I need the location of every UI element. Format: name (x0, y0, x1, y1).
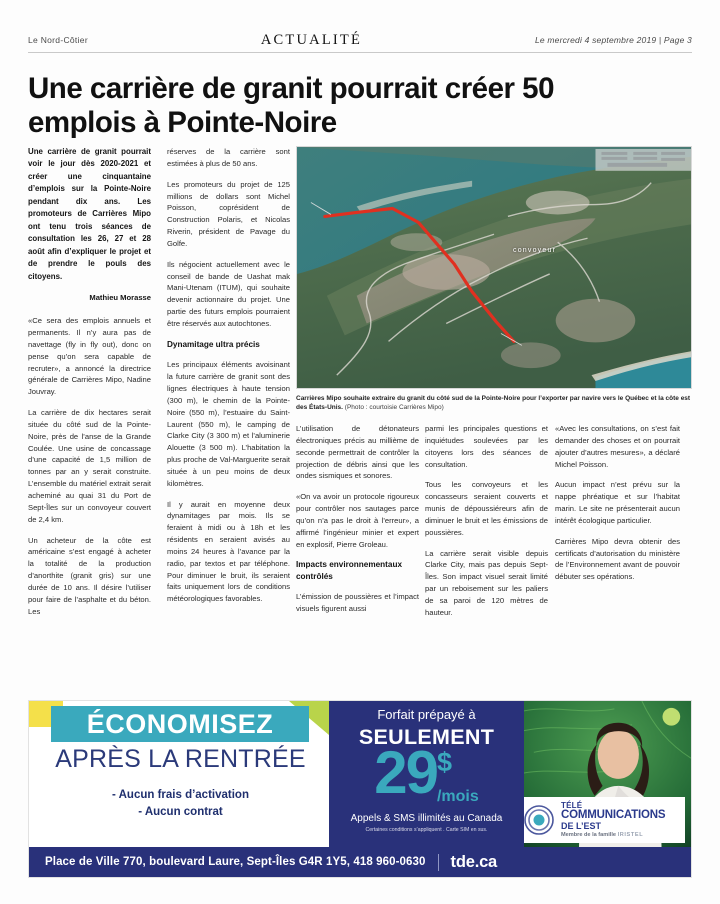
article-body (28, 146, 692, 694)
lead-paragraph: Une carrière de granit pourrait voir le jour dès 2020-2021 et créer une cinquantaine d’emplois sur la Pointe-Noire pendant dix ans. Les promoteurs de Carrières Mipo ont tenu trois séances de consultation les 26, 27 et 28 août afin d’expliquer le projet et de prendre le pouls des citoyens. (28, 147, 151, 281)
section-title: ACTUALITÉ (260, 31, 363, 48)
ad-logo-line-3: DE L’EST (561, 820, 602, 831)
ad-offer-panel (329, 701, 524, 847)
article-column-4 (425, 423, 548, 628)
paragraph: L’émission de poussières et l’impact visuels figurent aussi (296, 592, 419, 614)
ad-forfait-label: Forfait prépayé à (377, 707, 476, 722)
page-title: Une carrière de granit pourrait créer 50 emplois à Pointe-Noire (28, 72, 554, 139)
ad-price-amount: 29 (374, 739, 437, 806)
paragraph: Ils négocient actuellement avec le conseil de bande de Uashat mak Mani-Utenam (ITUM), qui souhaite devenir actionnaire du projet. Une partie des futurs emplois pourraient être réservés aux autochtones. (167, 259, 290, 328)
article-column-3 (296, 423, 419, 624)
ad-price-block (329, 739, 524, 806)
ad-subheadline-apres: APRÈS LA RENTRÉE (55, 745, 306, 773)
ad-logo-line-2: COMMUNICATIONS (561, 808, 666, 821)
paragraph: réserves de la carrière sont estimées à plus de 50 ans. (167, 147, 290, 168)
ad-website-link[interactable]: tde.ca (450, 852, 498, 871)
ad-footer-bar (29, 847, 691, 877)
ad-logo-member-prefix: Membre de la famille (561, 831, 618, 838)
article-column-5 (555, 423, 680, 592)
ad-advertiser-logo (524, 797, 685, 843)
running-head (28, 28, 692, 52)
paragraph: Un acheteur de la côte est américaine s’est engagé à acheter la totalité de la production d’anorthite (granit gris) sur une durée de 10 ans. Il désire l’utiliser pour faire de l’asphalte et du béton. Les (28, 535, 151, 616)
ad-fine-print: Certaines conditions s’appliquent . Carte SIM en sus. (365, 827, 488, 833)
paragraph: Tous les convoyeurs et les concasseurs seraient couverts et munis de dépoussiéreurs afin de diminuer le bruit et les émissions de poussières. (425, 480, 548, 537)
article-column-2 (167, 146, 290, 614)
paragraph: «On va avoir un protocole rigoureux pour contrôler nos sautages parce qu’on n’a pas le droit à l’erreur», a affirmé l’ingénieur minier et expert en explosif, Pierre Groleau. (296, 492, 419, 549)
paragraph: Les principaux éléments avoisinant la future carrière de granit sont des lignes électriques à haute tension (300 m), le chemin de la Pointe-Noire (550 m), l’estuaire du Saint-Laurent (550 m), le camping de Clarke City (3 300 m) et l’aluminerie Alouette (3 500 m). L’habitation la plus proche de Val-Marguerite serait située à un peu moins de deux kilomètres. (167, 360, 290, 488)
ad-address: Place de Ville 770, boulevard Laure, Sept-Îles G4R 1Y5, 418 960-0630 (45, 856, 426, 868)
date-page-line: Le mercredi 4 septembre 2019 | Page 3 (534, 35, 692, 45)
ad-model-photo (524, 701, 691, 847)
paragraph: Les promoteurs du projet de 125 millions de dollars sont Michel Poisson, coprésident de Construction Polaris, et Nicolas Riverin, président de Pavage du Golfe. (167, 179, 290, 248)
paragraph: Il y aurait en moyenne deux dynamitages par mois. Ils se feraient à midi ou à 18h et les résidents en seraient avisés au moins 24 heures à l’avance par la radio, par textos et par téléphone. Pour diminuer le bruit, ils seraient faits uniquement lors de conditions météorologiques favorables. (167, 499, 290, 604)
ad-logo-member-line (561, 833, 665, 839)
paragraph: «Ce sera des emplois annuels et permanents. Il n’y aura pas de navettage (fly in fly out), donc on pense qu’on sera capable de recruter», a annoncé la directrice générale de Carrières Mipo, Nadine Jouvray. (28, 316, 151, 397)
paragraph: parmi les principales questions et inquiétudes soulevées par les citoyens lors des séances de consultation. (425, 424, 548, 469)
ad-logo-line-1: TÉLÉ (561, 800, 583, 810)
ad-footer-divider (438, 854, 439, 871)
advertisement[interactable] (28, 700, 692, 878)
ad-bullet-activation: - Aucun frais d’activation (112, 789, 249, 801)
paragraph: La carrière de dix hectares serait située du côté sud de la Pointe-Noire, près de l’anse de la Grande Coulée. Une usine de concassage d’une capacité de 1,5 million de tonnes par an y serait construite. L’ensemble du matériel extrait serait acheminé au quai 31 du Port de Sept-Îles sur un convoyeur couvert de 2,4 km. (28, 408, 151, 524)
paragraph: «Avec les consultations, on s’est fait demander des choses et on pourrait ajouter d’autres mesures», a déclaré Michel Poisson. (555, 424, 680, 469)
ad-logo-member-brand: IRISTEL (617, 831, 644, 838)
paragraph: Carrières Mipo devra obtenir des certificats d’autorisation du ministère de l’Environnement avant de pouvoir débuter ses opérations. (555, 536, 680, 582)
header-divider (28, 52, 692, 53)
section-subheading: Dynamitage ultra précis (167, 339, 260, 349)
ad-logo-wordmark (556, 802, 665, 839)
article-column-1 (28, 146, 151, 626)
conveyor-label: convoyeur (513, 247, 557, 254)
paragraph: Aucun impact n’est prévu sur la nappe phréatique et sur l’habitat marin. Le site ne présenterait aucun intérêt écologique particulier. (555, 480, 680, 525)
ad-currency-symbol: $ (436, 747, 452, 777)
byline: Mathieu Morasse (89, 293, 151, 303)
paragraph: L’utilisation de détonateurs électroniques précis au millième de seconde permettrait de contrôler la projection de débris ainsi que les ondes sismiques et sonores. (296, 424, 419, 481)
photo-caption-text: Carrières Mipo souhaite extraire du granit du côté sud de la Pointe-Noire pour l’exporter par navire vers le Québec et la côte est des États-Unis. (296, 395, 691, 412)
ad-inclusions: Appels & SMS illimités au Canada (350, 813, 503, 824)
publication-name: Le Nord-Côtier (28, 35, 88, 45)
section-subheading: Impacts environnementaux contrôlés (296, 560, 403, 581)
photo-credit: (Photo : courtoisie Carrières Mipo) (344, 404, 444, 412)
ad-headline-economisez: ÉCONOMISEZ (51, 706, 309, 742)
ad-period-label: /mois (436, 788, 479, 805)
ad-price-suffix (437, 745, 479, 806)
ad-logo-mark-icon (524, 803, 556, 837)
concentric-waves-icon (524, 803, 556, 837)
ad-bullets (43, 787, 318, 822)
ad-bullet-contrat: - Aucun contrat (138, 806, 223, 819)
ad-left-panel (29, 701, 329, 847)
paragraph: La carrière serait visible depuis Clarke City, mais pas depuis Sept-Îles. Son impact visuel serait limité par un reboisement sur les paliers de sa paroi de 120 mètres de hauteur. (425, 548, 548, 617)
ad-seulement-label: SEULEMENT (358, 725, 495, 749)
ad-main-area (29, 701, 691, 847)
